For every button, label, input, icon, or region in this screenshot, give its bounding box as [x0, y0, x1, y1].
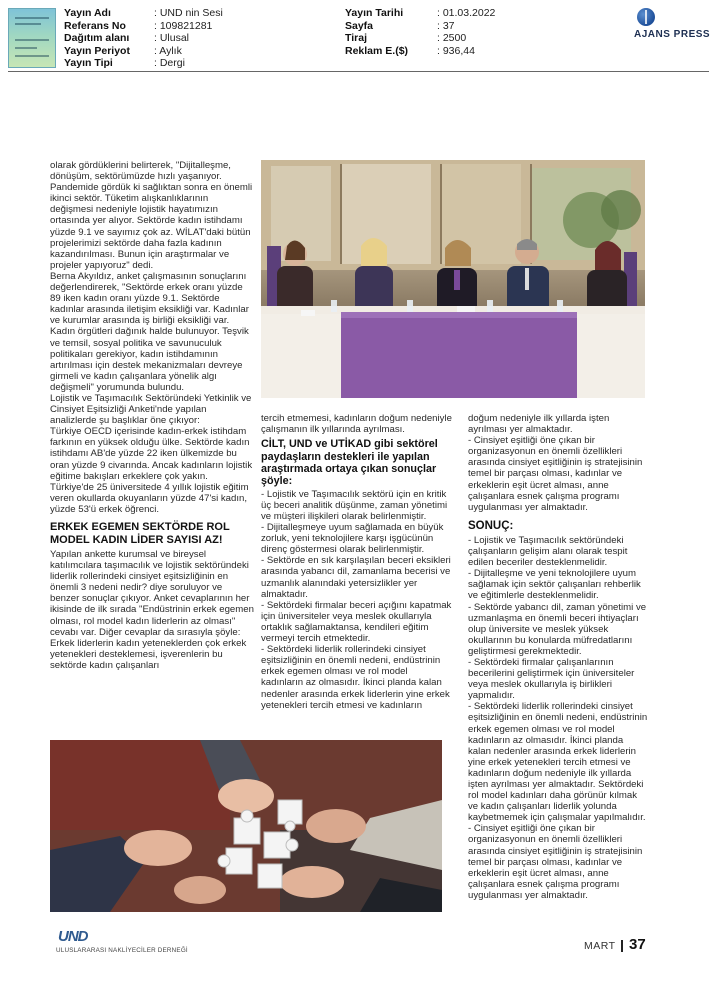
list-item: - Dijitalleşme ve yeni teknolojilere uyum sağlamak için sektör çalışanları rehberlik ve eğitimlerle desteklenmelidir.: [468, 568, 641, 602]
list-item: - Sektörde yabancı dil, zaman yönetimi ve uzmanlaşma en önemli beceri ihtiyaçları olup üniversite ve meslek yüksek okullarının bu konularda müfredatlarını geliştirmesi gerekmektedir.: [468, 601, 647, 657]
puzzle-hands-photo: [50, 740, 442, 912]
info-row-publication-name: Yayın Adı : UND nin Sesi: [64, 7, 223, 19]
globe-icon: [637, 8, 655, 26]
list-item: - Sektördeki firmalar beceri açığını kapatmak için üniversiteler veya meslek okullarıyla ortaklık sağlamaktansa, kendileri eğitim vermeyi tercih etmektedir.: [261, 599, 452, 645]
list-item: - Sektördeki firmalar çalışanlarının becerilerini geliştirmek için üniversiteler veya meslek okullarıyla iş birlikleri yapmalıdır.: [468, 656, 635, 702]
page-number: 37: [629, 936, 646, 953]
press-conference-photo: [261, 160, 645, 398]
info-row-type: Yayın Tipi : Dergi: [64, 57, 185, 70]
article-paragraph: Berna Akyıldız, anket çalışmasının sonuçlarını değerlendirerek, "Sektörde erkek oranı yüzde 89 iken kadın oranı yüzde 9.1. Sektörde kadınlar arasında iletişim eksikliği var. Kadınlar ve kurumlar arasında iş birliği eksikliği var. Kadın örgütleri dağınık halde bulunuyor. Teşvik ve temsil, sosyal politika ve savunuculuk politikaları gerekiyor, kadın istihdamının artırılması için destek mekanizmaları devreye girmeli ve kadın çalışanlara yönelik algı değişmeli" yorumunda bulundu.: [50, 270, 249, 393]
section-heading: ERKEK EGEMEN SEKTÖRDE ROL MODEL KADIN LİDER SAYISI AZ!: [50, 521, 230, 546]
info-row-reference-no: Referans No : 109821281: [64, 19, 213, 32]
article-paragraph: Yapılan ankette kurumsal ve bireysel katılımcılara taşımacılık ve lojistik sektöründeki liderlik rollerindeki cinsiyet eşitsizliğinin en önemli 3 nedeni nedir? diye soruluyor ve benzer sonuçlar çıkıyor. Anket cevaplarının her ikisinde de ilk sırada "Endüstrinin erkek egemen olması, rol model kadın liderlerin az olması" cevabı var. Diğer cevaplar da sırasıyla şöyle: Erkek liderlerin kadın yeteneklerden çok erkek yetenekleri desteklemesi, işverenlerin bu sektörde kadın çalışanları: [50, 549, 254, 671]
footer-divider: [621, 940, 623, 952]
info-row-circulation: Tiraj : 2500: [345, 32, 467, 45]
ajans-press-logo: AJANS PRESS: [634, 8, 710, 44]
list-item: - Lojistik ve Taşımacılık sektöründeki çalışanların gelişim alanı olarak tespit edilen beceriler desteklenmelidir.: [468, 534, 628, 569]
article-paragraph: Türkiye OECD içerisinde kadın-erkek istihdam farkının en yüksek olduğu ülke. Sektörde kadın istihdamı AB'de yüzde 22 iken ülkemizde bu oran yüzde 9 civarında. Ancak kadınların lojistik eğitime bakışları erkeklere çok yakın. Türkiye'de 25 üniversitede 4 yıllık lojistik eğitim veren okullarda okuyanların yüzde 47'si kadın, yüzde 53'ü erkek öğrenci.: [50, 426, 253, 515]
article-column-2: [261, 413, 452, 711]
list-item: - Sektördeki liderlik rollerindeki cinsiyet eşitsizliğinin en önemli nedeni, endüstrinin erkek egemen olması ve rol model kadınların az olmasıdır. İkinci planda kalan nedenler arasında erkek liderlerin yine erkek yetenekleri tercih etmesi ve kadınların: [261, 644, 450, 711]
info-row-ad-value: Reklam E.($) : 936,44: [345, 44, 475, 57]
list-item: - Dijitalleşmeye uyum sağlamada en büyük zorluk, yeni teknolojilere karşı işgücünün direnç göstermesi olarak belirlenmiştir.: [261, 522, 444, 556]
article-paragraph: tercih etmemesi, kadınların doğum nedeniyle çalışmanın ilk yıllarında ayrılması.: [261, 413, 452, 436]
list-item: - Cinsiyet eşitliği öne çıkan bir organizasyonun en önemli özellikleri arasında cinsiyet eşitliğinin iş stratejisinin temel bir parçası olması, kadınlar ve erkeklerin eşit ücret alması, anne çalışanlara esnek çalışma programı uygulanması yer almaktadır.: [468, 823, 643, 901]
info-row-period: Yayın Periyot : Aylık: [64, 44, 182, 57]
und-logo: UND ULUSLARARASI NAKLİYECİLER DERNEĞİ: [56, 928, 188, 954]
info-row-page: Sayfa : 37: [345, 19, 455, 32]
article-paragraph: doğum nedeniyle ilk yıllarda işten ayrılması yer almaktadır.: [468, 413, 610, 436]
section-subheading: CİLT, UND ve UTİKAD gibi sektörel paydaşların destekleri ile yapılan araştırmada ortaya çıkan sonuçlar şöyle:: [261, 438, 438, 488]
magazine-cover-thumbnail: [8, 8, 56, 68]
article-paragraph: Lojistik ve Taşımacılık Sektöründeki Yetkinlik ve Cinsiyet Eşitsizliği Anketi'nde yapılan analizlerde şu başlıklar öne çıkıyor:: [50, 392, 252, 427]
article-column-1: [50, 160, 254, 671]
article-column-3: [468, 413, 648, 901]
info-row-date: Yayın Tarihi : 01.03.2022: [345, 7, 496, 19]
list-item: - Sektördeki liderlik rollerindeki cinsiyet eşitsizliğinin en önemli nedeni, endüstrinin erkek egemen olması ve rol model kadınların az olmasıdır. İkinci planda kalan nedenler arasında erkek liderlerin yine erkek yetenekleri tercih etmesi ve kadınların doğum nedeniyle ilk yıllarda işten ayrılması yer almaktadır. Sektördeki rol model kadınları daha görünür kılmak ve kadın çalışanları liderlik yolunda kaybetmemek için çalışmalar yapılmalıdır.: [468, 701, 648, 824]
footer-month: MART: [584, 940, 616, 952]
list-item: - Sektörde en sık karşılaşılan beceri eksikleri arasında yabancı dil, zamanlama becerisi ve uzmanlık alanındaki yetersizlikler yer almaktadır.: [261, 555, 451, 600]
header-divider: [8, 71, 709, 72]
conclusion-heading: SONUÇ:: [468, 519, 514, 532]
list-item: - Lojistik ve Taşımacılık sektörü için en kritik üç beceri analitik düşünme, zaman yönetimi ve müşteri ilişkileri olarak belirlenmiştir.: [261, 488, 448, 522]
publication-info-left: [64, 7, 223, 70]
article-paragraph: olarak gördüklerini belirterek, "Dijitalleşme, dönüşüm, sektörümüzde hızlı yaşanıyor. Pandemide gördük ki sağlıktan sonra en önemli ikinci sektör. Tüketim alışkanlıklarının değişmesi nedeniyle lojistik hayatımızın ortasında yer alıyor. Sektörde kadın istihdamı yüzde 9.1 ve sayımız çok az. WİLAT'daki bütün projelerimizi sektörde daha fazla kadının kazandırılması. Bunun için araştırmalar ve projeler yapıyoruz" dedi.: [50, 160, 253, 271]
press-clipping-header: [0, 0, 717, 72]
info-row-distribution: Dağıtım alanı : Ulusal: [64, 32, 190, 45]
list-item: - Cinsiyet eşitliği öne çıkan bir organizasyonun en önemli özellikleri arasında cinsiyet eşitliğinin iş stratejisinin temel bir parçası olması, kadınlar ve erkeklerin eşit ücret alması, anne çalışanlara esnek çalışma programı uygulanması yer almaktadır.: [468, 435, 643, 513]
publication-info-right: [345, 7, 495, 57]
